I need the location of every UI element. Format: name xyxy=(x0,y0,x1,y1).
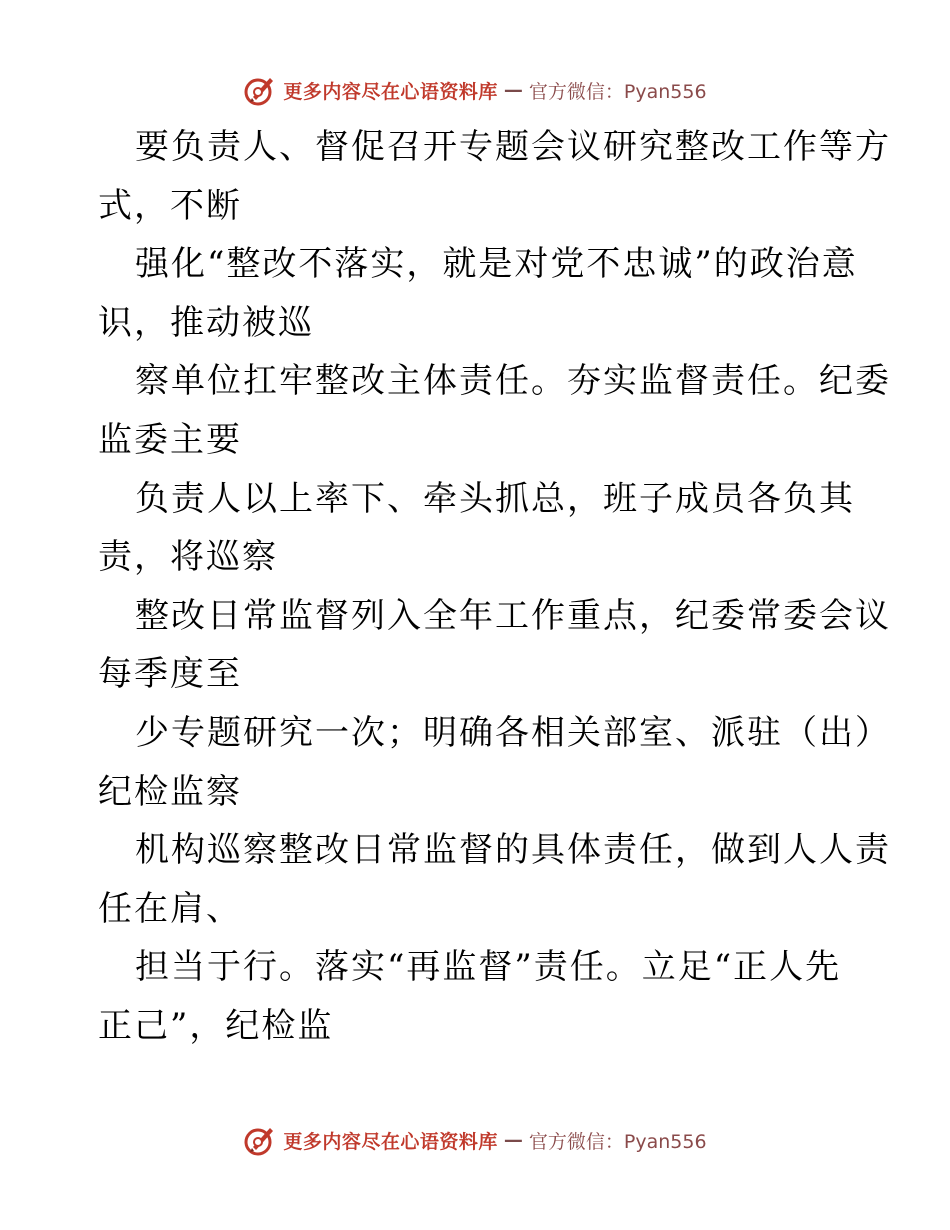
text-line: 要负责人、督促召开专题会议研究整改工作等方 xyxy=(135,127,891,167)
text-line: 机构巡察整改日常监督的具体责任，做到人人责 xyxy=(135,830,891,871)
header-banner xyxy=(0,70,950,110)
text-line: 强化“整改不落实，就是对党不忠诚”的政治意 xyxy=(135,244,858,285)
text-line: 少专题研究一次；明确各相关部室、派驻（出） xyxy=(135,712,891,753)
header-separator: — xyxy=(503,79,523,101)
footer-brand-text: 更多内容尽在心语资料库 xyxy=(283,1130,498,1153)
footer-separator: — xyxy=(503,1129,523,1151)
text-line: 识，推动被巡 xyxy=(98,302,314,343)
text-line: 任在肩、 xyxy=(98,888,242,929)
quill-pen-logo-icon xyxy=(243,1123,277,1157)
document-body xyxy=(98,118,891,1056)
quill-pen-logo-icon xyxy=(243,73,277,107)
text-line: 正己”，纪检监 xyxy=(98,1005,334,1046)
footer-banner xyxy=(0,1120,950,1160)
text-line: 式，不断 xyxy=(98,185,242,226)
header-contact-text: 官方微信：Pyan556 xyxy=(528,80,707,103)
header-brand-text: 更多内容尽在心语资料库 xyxy=(283,80,498,103)
text-line: 监委主要 xyxy=(98,419,242,460)
text-line: 每季度至 xyxy=(98,654,242,695)
text-line: 负责人以上率下、牵头抓总，班子成员各负其 xyxy=(135,478,855,519)
footer-contact-text: 官方微信：Pyan556 xyxy=(528,1130,707,1153)
text-line: 纪检监察 xyxy=(98,771,242,812)
text-line: 察单位扛牢整改主体责任。夯实监督责任。纪委 xyxy=(135,361,891,402)
text-line: 责，将巡察 xyxy=(98,537,278,578)
text-line: 整改日常监督列入全年工作重点，纪委常委会议 xyxy=(135,595,891,636)
text-line: 担当于行。落实“再监督”责任。立足“正人先 xyxy=(135,947,842,988)
